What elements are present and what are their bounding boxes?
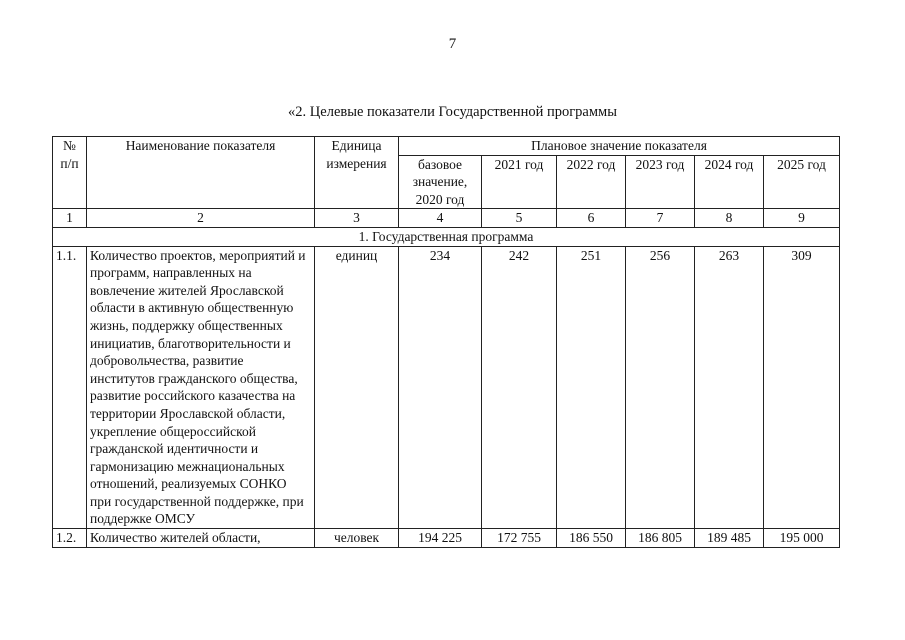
section-title: 1. Государственная программа: [53, 227, 840, 246]
value-2021: 172 755: [482, 529, 557, 548]
header-name: Наименование показателя: [87, 137, 315, 209]
value-base: 194 225: [399, 529, 482, 548]
value-2023: 256: [626, 246, 695, 529]
value-2022: 251: [557, 246, 626, 529]
section-row: [53, 227, 840, 246]
indicator-name: Количество жителей области,: [87, 529, 315, 548]
value-2024: 189 485: [695, 529, 764, 548]
document-title: «2. Целевые показатели Государственной программы: [288, 104, 617, 120]
column-number: 2: [87, 209, 315, 228]
column-number: 4: [399, 209, 482, 228]
header-number: № п/п: [53, 137, 87, 209]
row-number: 1.1.: [53, 246, 87, 529]
indicator-unit: человек: [315, 529, 399, 548]
column-number: 8: [695, 209, 764, 228]
row-number: 1.2.: [53, 529, 87, 548]
header-planned-group: Плановое значение показателя: [399, 137, 840, 156]
header-2025: 2025 год: [764, 155, 840, 209]
value-2021: 242: [482, 246, 557, 529]
table-row: [53, 529, 840, 548]
header-unit: Единица измерения: [315, 137, 399, 209]
value-2025: 309: [764, 246, 840, 529]
value-2024: 263: [695, 246, 764, 529]
header-2023: 2023 год: [626, 155, 695, 209]
value-2023: 186 805: [626, 529, 695, 548]
header-2021: 2021 год: [482, 155, 557, 209]
indicator-unit: единиц: [315, 246, 399, 529]
indicators-table: [52, 136, 840, 548]
column-number: 6: [557, 209, 626, 228]
header-2024: 2024 год: [695, 155, 764, 209]
column-number: 9: [764, 209, 840, 228]
column-number: 5: [482, 209, 557, 228]
column-number: 7: [626, 209, 695, 228]
value-2025: 195 000: [764, 529, 840, 548]
header-row-1: [53, 137, 840, 156]
page-number: 7: [448, 36, 457, 52]
column-number: 3: [315, 209, 399, 228]
value-base: 234: [399, 246, 482, 529]
table-row: [53, 246, 840, 529]
value-2022: 186 550: [557, 529, 626, 548]
column-number-row: [53, 209, 840, 228]
header-2022: 2022 год: [557, 155, 626, 209]
header-base: базовое значение, 2020 год: [399, 155, 482, 209]
column-number: 1: [53, 209, 87, 228]
indicator-name: Количество проектов, мероприятий и программ, направленных на вовлечение жителей Ярославской области в активную общественную жизнь, поддержку общественных инициатив, благотворительности и добровольчества, развитие институтов гражданского общества, развитие российского казачества на территории Ярославской области, укрепление общероссийской гражданской идентичности и гармонизацию межнациональных отношений, реализуемых СОНКО при государственной поддержке, при поддержке ОМСУ: [87, 246, 315, 529]
